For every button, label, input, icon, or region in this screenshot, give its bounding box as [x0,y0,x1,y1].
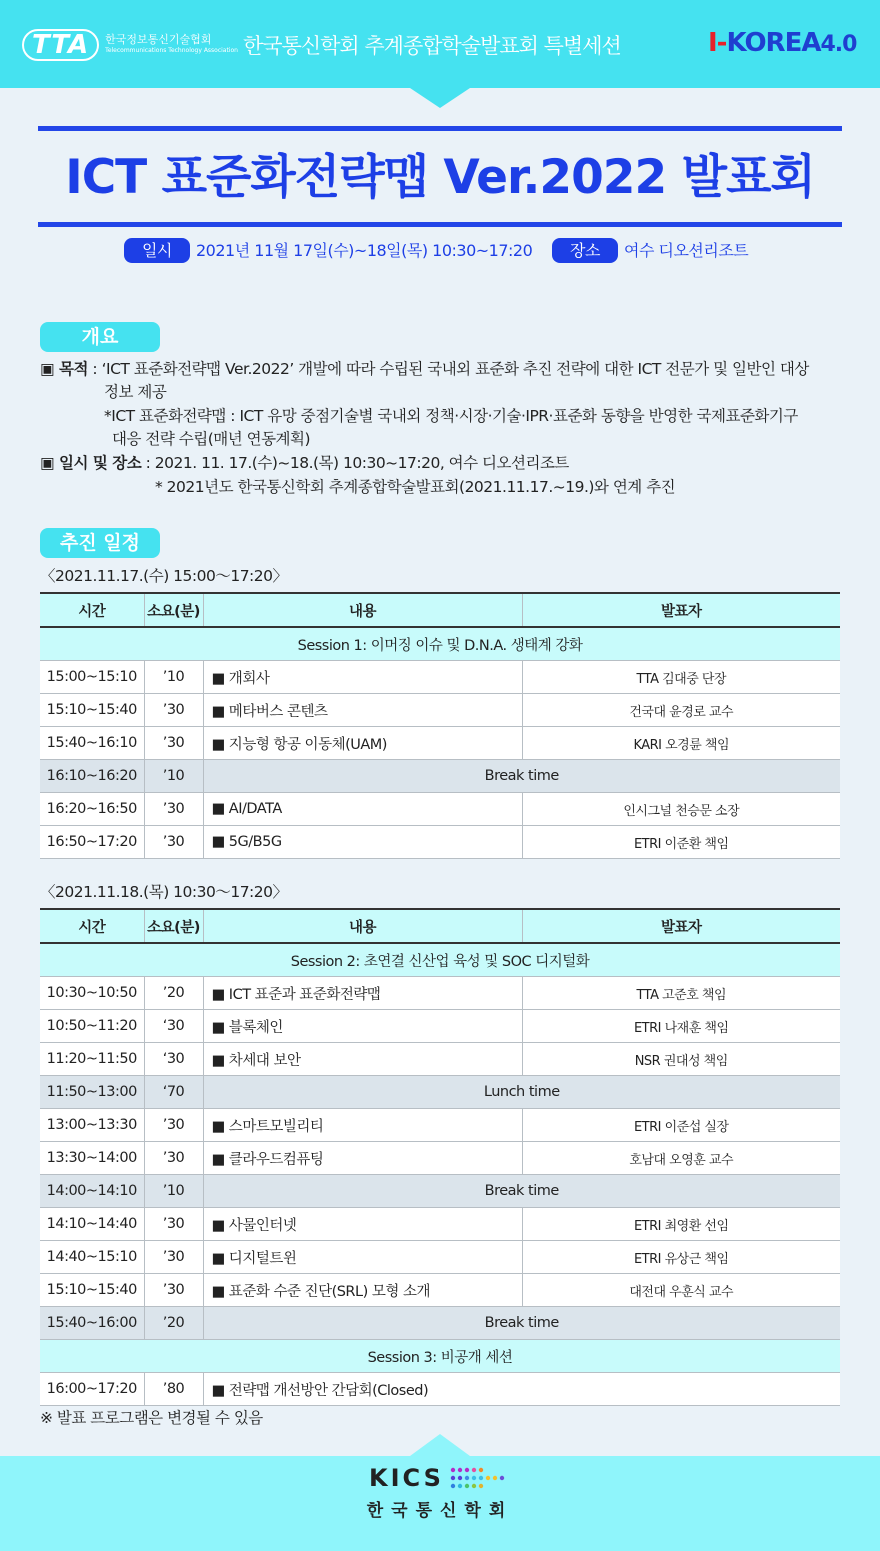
time-cell: 15:10~15:40 [40,694,144,727]
date-value: 2021년 11월 17일(수)~18일(목) 10:30~17:20 [196,241,533,260]
overview-heading: 개요 [40,322,160,352]
table-row [40,661,840,694]
session-row [40,1340,840,1373]
duration-cell: ’30 [144,1109,203,1142]
break-label: Break time [203,1175,840,1208]
duration-cell: ’30 [144,694,203,727]
time-cell: 10:50~11:20 [40,1010,144,1043]
table-header-row [40,909,840,943]
duration-cell: ’20 [144,977,203,1010]
content-cell: ■ 클라우드컴퓨팅 [203,1142,522,1175]
content-cell: ■ 스마트모빌리티 [203,1109,522,1142]
duration-cell: ’30 [144,727,203,760]
time-cell: 15:40~16:00 [40,1307,144,1340]
session2-title: Session 2: 초연결 신산업 육성 및 SOC 디지털화 [40,943,840,977]
content-cell: ■ 표준화 수준 진단(SRL) 모형 소개 [203,1274,522,1307]
time-cell: 14:40~15:10 [40,1241,144,1274]
content-cell: ■ 사물인터넷 [203,1208,522,1241]
duration-cell: ‘70 [144,1076,203,1109]
ikorea-logo [708,28,856,58]
speaker-cell: ETRI 유상근 책임 [522,1241,840,1274]
speaker-cell: 인시그널 천승문 소장 [522,793,840,826]
break-row [40,1076,840,1109]
duration-cell: ’80 [144,1373,203,1406]
date-label-pill: 일시 [124,238,190,263]
content-cell: ■ AI/DATA [203,793,522,826]
duration-cell: ’10 [144,661,203,694]
content-cell: ■ 메타버스 콘텐츠 [203,694,522,727]
kics-logo [0,1464,880,1521]
duration-cell: ’30 [144,1274,203,1307]
col-content: 내용 [203,593,522,627]
content-cell: ■ 디지털트윈 [203,1241,522,1274]
ikorea-logo-word: KOREA [726,28,821,58]
col-content: 내용 [203,909,522,943]
duration-cell: ’20 [144,1307,203,1340]
table-row [40,1142,840,1175]
time-cell: 11:50~13:00 [40,1076,144,1109]
title-rule-top [38,126,842,131]
duration-cell: ’30 [144,1241,203,1274]
kics-dots-icon [449,1465,511,1491]
break-row [40,1307,840,1340]
when-line [40,452,569,475]
col-speaker: 발표자 [522,593,840,627]
table-row [40,793,840,826]
day2-date: 〈2021.11.18.(목) 10:30～17:20〉 [40,883,288,901]
kics-logo-word: KICS [369,1464,444,1492]
ikorea-logo-version: 4.0 [820,32,857,57]
purpose-note2: 대응 전략 수립(매년 연동계획) [112,430,311,448]
place-label-pill: 장소 [552,238,618,263]
purpose-label: ▣ 목적 [40,360,88,378]
col-time: 시간 [40,909,144,943]
time-cell: 16:10~16:20 [40,760,144,793]
speaker-cell: 건국대 윤경로 교수 [522,694,840,727]
speaker-cell: 호남대 오영훈 교수 [522,1142,840,1175]
time-cell: 15:00~15:10 [40,661,144,694]
break-row [40,1175,840,1208]
time-cell: 14:10~14:40 [40,1208,144,1241]
table-row [40,1373,840,1406]
duration-cell: ’30 [144,793,203,826]
speaker-cell: 대전대 우훈식 교수 [522,1274,840,1307]
day1-date: 〈2021.11.17.(수) 15:00～17:20〉 [40,567,288,585]
duration-cell: ’30 [144,826,203,859]
session3-title: Session 3: 비공개 세션 [40,1340,840,1373]
table-row [40,1010,840,1043]
time-cell: 16:50~17:20 [40,826,144,859]
break-label: Lunch time [203,1076,840,1109]
break-label: Break time [203,760,840,793]
table-row [40,1208,840,1241]
speaker-cell: TTA 김대중 단장 [522,661,840,694]
time-cell: 13:00~13:30 [40,1109,144,1142]
schedule-heading: 추진 일정 [40,528,160,558]
content-cell: ■ 블록체인 [203,1010,522,1043]
content-cell: ■ 개회사 [203,661,522,694]
content-cell: ■ 전략맵 개선방안 간담회(Closed) [203,1373,840,1406]
speaker-cell: NSR 권대성 책임 [522,1043,840,1076]
table-header-row [40,593,840,627]
time-cell: 11:20~11:50 [40,1043,144,1076]
speaker-cell: ETRI 이준환 책임 [522,826,840,859]
col-duration: 소요(분) [144,909,203,943]
table-row [40,1043,840,1076]
table-row [40,694,840,727]
time-cell: 15:10~15:40 [40,1274,144,1307]
day2-table [40,908,840,1406]
time-cell: 16:20~16:50 [40,793,144,826]
purpose-text: : ‘ICT 표준화전략맵 Ver.2022’ 개발에 따라 수립된 국내외 표준화 추진 전략에 대한 ICT 전문가 및 일반인 대상 [88,360,809,378]
tta-name-ko: 한국정보통신기술협회 [105,33,212,46]
duration-cell: ’30 [144,1208,203,1241]
table-row [40,826,840,859]
header-title: 한국통신학회 추계종합학술발표회 특별세션 [243,34,621,58]
time-cell: 13:30~14:00 [40,1142,144,1175]
speaker-cell: KARI 오경륜 책임 [522,727,840,760]
time-cell: 16:00~17:20 [40,1373,144,1406]
tta-name-en: Telecommunications Technology Association [105,47,238,54]
duration-cell: ’10 [144,1175,203,1208]
time-cell: 10:30~10:50 [40,977,144,1010]
page-title: ICT 표준화전략맵 Ver.2022 발표회 [65,150,815,205]
when-note: * 2021년도 한국통신학회 추계종합학술발표회(2021.11.17.~19.)와 연계 추진 [155,478,676,496]
purpose-note1: *ICT 표준화전략맵 : ICT 유망 중점기술별 국내외 정책·시장·기술·IPR·표준화 동향을 반영한 국제표준화기구 [104,407,798,425]
schedule-note: ※ 발표 프로그램은 변경될 수 있음 [40,1409,263,1427]
col-time: 시간 [40,593,144,627]
place-value: 여수 디오션리조트 [624,241,749,260]
ikorea-logo-i: I- [708,28,727,58]
duration-cell: ’10 [144,760,203,793]
time-cell: 14:00~14:10 [40,1175,144,1208]
content-cell: ■ 지능형 항공 이동체(UAM) [203,727,522,760]
col-speaker: 발표자 [522,909,840,943]
time-cell: 15:40~16:10 [40,727,144,760]
duration-cell: ‘30 [144,1043,203,1076]
content-cell: ■ 차세대 보안 [203,1043,522,1076]
table-row [40,1241,840,1274]
session-row [40,627,840,661]
duration-cell: ’30 [144,1142,203,1175]
content-cell: ■ ICT 표준과 표준화전략맵 [203,977,522,1010]
purpose-line2: 정보 제공 [104,383,167,401]
speaker-cell: ETRI 나재훈 책임 [522,1010,840,1043]
duration-cell: ‘30 [144,1010,203,1043]
table-row [40,727,840,760]
when-value: : 2021. 11. 17.(수)~18.(목) 10:30~17:20, 여수 디오션리조트 [141,454,569,472]
table-row [40,1274,840,1307]
tta-logo [22,28,238,62]
day1-table [40,592,840,859]
break-row [40,760,840,793]
speaker-cell: TTA 고준호 책임 [522,977,840,1010]
title-rule-bottom [38,222,842,227]
content-cell: ■ 5G/B5G [203,826,522,859]
kics-logo-name: 한국통신학회 [366,1501,514,1521]
break-label: Break time [203,1307,840,1340]
session1-title: Session 1: 이머징 이슈 및 D.N.A. 생태계 강화 [40,627,840,661]
speaker-cell: ETRI 이준섭 실장 [522,1109,840,1142]
when-label: ▣ 일시 및 장소 [40,454,142,472]
col-duration: 소요(분) [144,593,203,627]
purpose-line [40,358,809,381]
session-row [40,943,840,977]
table-row [40,977,840,1010]
speaker-cell: ETRI 최영환 선임 [522,1208,840,1241]
tta-logo-mark: TTA [22,29,99,61]
table-row [40,1109,840,1142]
header-banner [0,0,880,108]
